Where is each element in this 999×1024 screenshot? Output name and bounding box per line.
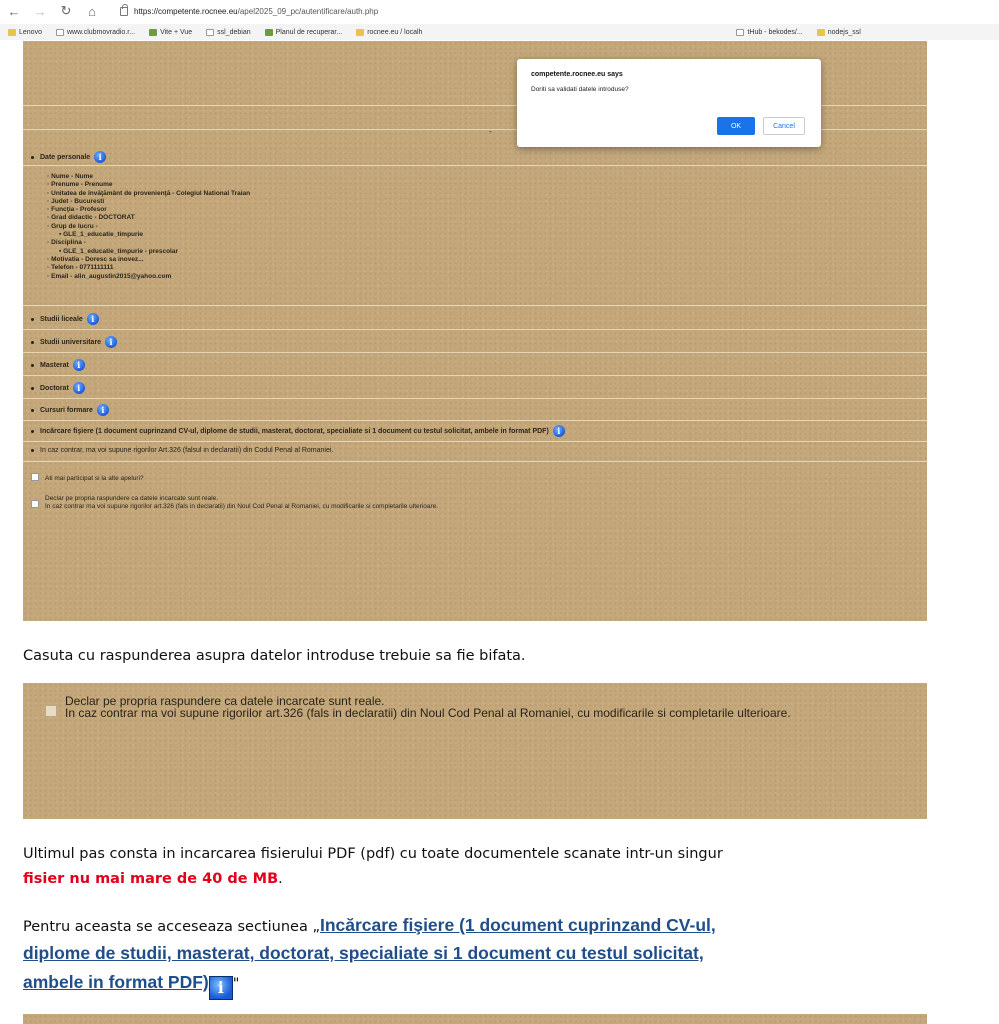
divider [23, 165, 927, 166]
declaration-text: Declar pe propria raspundere ca datele incarcate sunt reale. In caz contrar ma voi supune rigorilor art.326 (fals in declaratii) din Noul Cod Penal al Romaniei, cu modificarile si completarile ulterioare. [65, 694, 791, 720]
list-item: ◦ Grup de lucru - [47, 223, 250, 231]
list-item: ▪ GLE_1_educatie_timpurie [47, 231, 250, 239]
divider [23, 375, 927, 376]
size-limit-text: fisier nu mai mare de 40 de MB [23, 871, 279, 887]
list-item: ◦ Judet - Bucuresti [47, 198, 250, 206]
upload-section-link[interactable]: Incărcare fişiere (1 document cuprinzand CV-ul, [319, 915, 716, 935]
divider [23, 329, 927, 330]
info-icon: i [209, 976, 233, 1000]
page-icon [206, 29, 214, 36]
list-item: ▪ GLE_1_educatie_timpurie - prescolar [47, 248, 250, 256]
list-item: ◦ Telefon - 0771111111 [47, 264, 250, 272]
info-icon[interactable]: i [94, 151, 106, 163]
info-icon[interactable]: i [97, 404, 109, 416]
list-item: ◦ Unitatea de învăţământ de provenienţă - Colegiul National Traian [47, 190, 250, 198]
paragraph: Ultimul pas consta in incarcarea fisierului PDF (pdf) cu toate documentele scanate intr-un singur [23, 846, 723, 862]
info-icon[interactable]: i [73, 382, 85, 394]
bookmark-item[interactable]: Vite + Vue [149, 29, 192, 36]
list-item: ◦ Disciplina - [47, 239, 250, 247]
section-studii-universitare[interactable]: Studii universitare i [31, 336, 117, 348]
bookmark-item[interactable]: rocnee.eu / localh [356, 29, 422, 36]
divider [23, 352, 927, 353]
bookmark-item[interactable]: nodejs_ssl [817, 29, 861, 36]
info-icon[interactable]: i [87, 313, 99, 325]
section-incarcare-fisiere[interactable]: Incărcare fişiere (1 document cuprinzand CV-ul, diplome de studii, masterat, doctorat, specialiate si 1 document cu testul solicitat, ambele in format PDF) i [31, 425, 565, 437]
declaration-checkbox-checked[interactable] [45, 705, 57, 717]
section-declaration: In caz contrar, ma voi supune rigorilor Art.326 (falsul in declaratii) din Codul Penal al Romaniei. [31, 447, 333, 454]
next-screenshot-strip [23, 1014, 927, 1024]
declaration-checkbox[interactable] [31, 500, 39, 508]
reload-icon[interactable]: ↻ [60, 3, 72, 18]
paragraph: Pentru aceasta se acceseaza sectiunea „Incărcare fişiere (1 document cuprinzand CV-ul, [23, 915, 716, 935]
bookmark-item[interactable]: tHub - bekodes/... [736, 29, 802, 36]
address-bar[interactable] [120, 7, 378, 16]
divider [23, 420, 927, 421]
dialog-message: Doriti sa validati datele introduse? [531, 86, 629, 93]
browser-toolbar [0, 0, 999, 22]
form-page [23, 41, 927, 621]
db-icon [356, 29, 364, 36]
section-date-personale[interactable]: Date personale i [31, 151, 106, 163]
vue-icon [149, 29, 157, 36]
folder-icon [8, 29, 16, 36]
info-icon[interactable]: i [105, 336, 117, 348]
hidden-title-fragment: - [489, 127, 492, 136]
github-icon [736, 29, 744, 36]
confirm-dialog [517, 59, 821, 147]
divider [23, 398, 927, 399]
home-icon[interactable]: ⌂ [88, 3, 96, 19]
url-path: /apel2025_09_pc/autentificare/auth.php [237, 6, 379, 16]
list-item: ◦ Nume - Nume [47, 173, 250, 181]
list-item: ◦ Email - alin_augustin2015@yahoo.com [47, 273, 250, 281]
bookmark-item[interactable]: ssl_debian [206, 29, 250, 36]
lock-icon [120, 7, 128, 16]
list-item: ◦ Funcţia - Profesor [47, 206, 250, 214]
forward-icon[interactable]: → [33, 3, 47, 19]
paragraph: fisier nu mai mare de 40 de MB. [23, 871, 283, 887]
upload-section-link[interactable]: diplome de studii, masterat, doctorat, specialiate si 1 document cu testul solicitat, [23, 943, 704, 963]
divider [23, 305, 927, 306]
drive-icon [265, 29, 273, 36]
list-item: ◦ Motivatia - Doresc sa inovez... [47, 256, 250, 264]
section-doctorat[interactable]: Doctorat i [31, 382, 85, 394]
declaration-panel [23, 683, 927, 819]
section-masterat[interactable]: Masterat i [31, 359, 85, 371]
section-studii-liceale[interactable]: Studii liceale i [31, 313, 99, 325]
dialog-title: competente.rocnee.eu says [531, 71, 623, 78]
ok-button[interactable]: OK [717, 117, 755, 135]
url-host: https://competente.rocnee.eu [134, 6, 238, 16]
info-icon[interactable]: i [73, 359, 85, 371]
divider [23, 461, 927, 462]
bookmark-item[interactable]: Planul de recuperar... [265, 29, 343, 36]
page-icon [56, 29, 64, 36]
bookmarks-bar [0, 24, 999, 40]
question-row: Ati mai participat si la alte apeluri? [31, 472, 144, 483]
declaration-row: Declar pe propria raspundere ca datele incarcate sunt reale. In caz contrar ma voi supune rigorilor art.326 (fals in declaratii) din Noul Cod Penal al Romaniei, cu modificarile si completarile ulterioare. [31, 495, 438, 511]
divider [23, 441, 927, 442]
paragraph: ambele in format PDF) i " [23, 972, 239, 1000]
paragraph [23, 943, 704, 964]
section-cursuri-formare[interactable]: Cursuri formare i [31, 404, 109, 416]
personal-data-list [47, 173, 250, 281]
bookmark-item[interactable]: www.clubmovradio.r... [56, 29, 135, 36]
bookmark-item[interactable]: Lenovo [8, 29, 42, 36]
cancel-button[interactable]: Cancel [763, 117, 805, 135]
back-icon[interactable]: ← [7, 3, 21, 19]
list-item: ◦ Prenume - Prenume [47, 181, 250, 189]
info-icon[interactable]: i [553, 425, 565, 437]
upload-section-link[interactable]: ambele in format PDF) [23, 972, 209, 992]
list-item: ◦ Grad didactic - DOCTORAT [47, 214, 250, 222]
folder-icon [817, 29, 825, 36]
paragraph: Casuta cu raspunderea asupra datelor introduse trebuie sa fie bifata. [23, 648, 526, 664]
participation-checkbox[interactable] [31, 473, 39, 481]
